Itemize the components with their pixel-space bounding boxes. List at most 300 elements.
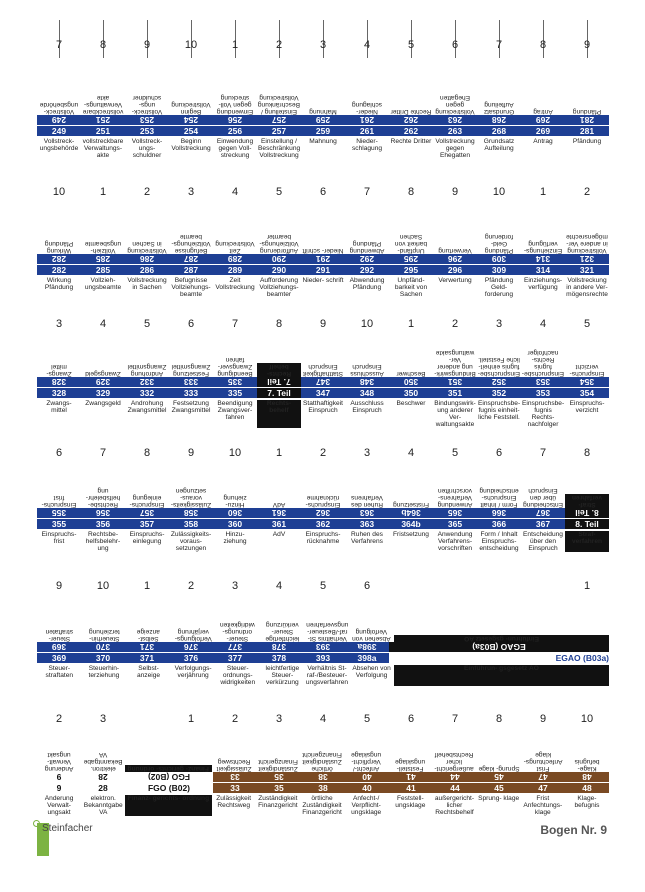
paragraph-code: 254 [183,126,199,136]
paragraph-label: Feststell- ungsklage [395,795,426,809]
paragraph-label: Zeit Vollstreckung [215,277,255,291]
paragraph-code: 45 [477,783,521,793]
paragraph-code: 309 [491,265,507,275]
upside-code: 335 [227,377,243,387]
column-number: 8 [539,39,547,51]
upside-code: 366 [491,508,507,518]
upside-label: Aufforderung Vollziehungs- beamter [259,233,299,254]
upside-label: Einwendung gegen Voll- streckung [216,94,254,115]
paragraph-label: Fristsetzung [393,531,429,538]
upside-code: 261 [359,115,375,125]
row1-band [37,95,609,159]
column-number: 7 [363,186,371,198]
paragraph-label: Einspruchs- einlegung [129,531,165,545]
paragraph-code: 353 [535,388,551,398]
paragraph-label: Einspruchs- rücknahme [305,531,341,545]
paragraph-code: 356 [95,519,111,529]
upside-code: 251 [95,115,111,125]
column-number: 2 [275,39,283,51]
upside-code: 44 [433,772,477,782]
paragraph-label: Rechts- behelf [257,400,301,428]
upside-label: Entscheidung über den Einspruch [523,487,563,508]
paragraph-label: Einwendung gegen Voll- streckung [216,138,254,159]
upside-label: Zwangsgeld [85,370,121,377]
column-number: 4 [275,580,283,592]
paragraph-label: Bindungswirk- ung anderer Ver- waltungsakte [434,400,476,428]
paragraph-label: Entscheidung über den Einspruch [523,531,563,552]
upside-code: 35 [257,772,301,782]
column-number: 1 [539,186,547,198]
upside-label: Verwertung [438,247,472,254]
paragraph-label: Hinzu- ziehung [223,531,247,545]
paragraph-code: 347 [315,388,331,398]
paragraph-label: Vollstreckung in andere Ver- mögensrechte [566,277,608,298]
upside-code: 253 [139,115,155,125]
upside-label: Zeit Vollstreckung [215,240,255,254]
upside-code: 354 [579,377,595,387]
upside-code: 295 [403,254,419,264]
paragraph-code: 377 [227,653,243,663]
upside-code: 363 [359,508,375,518]
paragraph-code: 8. Teil [565,519,609,529]
paragraph-label: Vollstreck- ungsbehörde [39,138,79,152]
upside-code: 376 [183,642,199,652]
upside-label: Nieder- schlagung [351,101,383,115]
upside-label: Pfändung [572,108,602,115]
brand-name: Steinfacher [42,823,93,834]
paragraph-label: Zulässigkeit Rechtsweg [216,795,252,809]
column-number: 1 [187,713,195,725]
column-number: 6 [187,318,195,330]
column-number: 2 [187,580,195,592]
upside-code: 38 [301,772,345,782]
upside-label: Steuer- ordnungs- widrigkeiten [220,621,256,642]
upside-code: 287 [183,254,199,264]
paragraph-label: Einspruchs- frist [41,531,77,545]
paragraph-code: 332 [139,388,155,398]
paragraph-code: 286 [139,265,155,275]
paragraph-label: Ruhen des Verfahrens [351,531,383,545]
column-number: 1 [99,186,107,198]
paragraph-label: Zulässigkeits- voraus- setzungen [170,531,212,552]
upside-code: FGO (B02) [125,772,213,782]
column-number: 9 [539,713,547,725]
paragraph-code: 335 [227,388,243,398]
row4-band [37,486,609,552]
column-number: 3 [319,39,327,51]
upside-code: 329 [95,377,111,387]
paragraph-code: 269 [535,126,551,136]
column-number: 2 [583,186,591,198]
paragraph-code: 321 [579,265,595,275]
upside-label: Einspruchs- einlegung [129,494,165,508]
column-number: 4 [319,713,327,725]
upside-code: 40 [345,772,389,782]
column-number: 6 [451,39,459,51]
paragraph-code: 348 [359,388,375,398]
column-number: 4 [363,39,371,51]
column-number: 6 [55,447,63,459]
column-number: 1 [231,39,239,51]
paragraph-label: Befugnisse Vollziehungs- beamte [171,277,211,298]
paragraph-code: 253 [139,126,155,136]
paragraph-label: Anfecht-/ Verpflicht- ungsklage [351,795,382,816]
column-number: 9 [143,39,151,51]
paragraph-label: Steuer- ordnungs- widrigkeiten [220,665,256,686]
upside-code: 309 [491,254,507,264]
paragraph-code: 376 [183,653,199,663]
upside-code: 263 [447,115,463,125]
upside-code: 281 [579,115,595,125]
upside-label: Mahnung [309,108,337,115]
paragraph-code: 48 [565,783,609,793]
upside-label: Festsetzung Zwangsmittel [171,363,211,377]
upside-label: Einführun- gsgesetz AO [394,635,609,642]
upside-code: 353 [535,377,551,387]
upside-label: Grundsatz Aufteilung [483,101,515,115]
upside-label: örtliche Zuständigkeit Finanzgericht [302,751,342,772]
paragraph-label: örtliche Zuständigkeit Finanzgericht [302,795,342,816]
upside-code: 352 [491,377,507,387]
upside-code: 286 [139,254,155,264]
paragraph-label: Einführun- gsgesetz AO [394,665,609,686]
paragraph-code: 268 [491,126,507,136]
column-number: 5 [275,186,283,198]
paragraph-code: 285 [95,265,111,275]
upside-code: 262 [403,115,419,125]
paragraph-label: Vollzieh- ungsbeamte [84,277,122,291]
paragraph-label: Vollstreck- ungs- schuldner [131,138,163,159]
upside-label: Androhung Zwangsmittel [127,363,167,377]
paragraph-code: 291 [315,265,331,275]
paragraph-label: Zuständigkeit Finanzgericht [258,795,298,809]
upside-code: 285 [95,254,111,264]
paragraph-code: 295 [403,265,419,275]
upside-code: 282 [51,254,67,264]
upside-label: Abwendung Pfändung [349,240,385,254]
upside-label: Einspruchs- rücknahme [305,494,341,508]
upside-label: Bindungswirk- ung anderer Ver- waltungsakte [434,349,476,377]
upside-label: Einziehungs- verfügung [523,240,563,254]
upside-code: 7. Teil [257,377,301,387]
upside-code: 259 [315,115,331,125]
column-number: 1 [583,580,591,592]
paragraph-code: 259 [315,126,331,136]
upside-code: 9 [37,772,81,782]
column-number: 3 [363,447,371,459]
upside-label: Verhältnis St- raf-/Besteuer- ungsverfahren [305,621,349,642]
upside-label: Vollstreck- ungsbehörde [39,101,79,115]
paragraph-label: Frist Anfechtungs- klage [523,795,563,816]
column-number: 6 [319,186,327,198]
upside-code: 45 [477,772,521,782]
paragraph-code: 365 [447,519,463,529]
upside-code: 370 [95,642,111,652]
upside-label: Einstellung / Beschränkung Vollstreckung [257,94,300,115]
paragraph-code: 378 [271,653,287,663]
column-number: 7 [539,447,547,459]
column-number: 4 [539,318,547,330]
column-number: 7 [99,447,107,459]
paragraph-code: 361 [271,519,287,529]
upside-label: Sprung- klage [478,765,520,772]
upside-label: Anfecht-/ Verpflicht- ungsklage [351,751,382,772]
paragraph-code: 314 [535,265,551,275]
paragraph-label: Einspruchs- verzicht [569,400,605,414]
column-number: 5 [451,447,459,459]
upside-code: 393 [315,642,331,652]
paragraph-label: Statthaftigkeit Einspruch [303,400,343,414]
paragraph-code: 371 [139,653,155,663]
upside-code: 360 [227,508,243,518]
column-number: 9 [583,39,591,51]
paragraph-code: 370 [95,653,111,663]
paragraph-code: 367 [535,519,551,529]
column-number: 8 [143,447,151,459]
upside-label: Pfändung Geld- forderung [484,233,514,254]
paragraph-label: Androhung Zwangsmittel [127,400,167,414]
paragraph-code: 28 [81,783,125,793]
column-number: 7 [231,318,239,330]
upside-label: Antrag [533,108,553,115]
upside-code: 358 [183,508,199,518]
paragraph-code: 398a [357,653,377,663]
column-number: 10 [184,39,198,51]
upside-code: 290 [271,254,287,264]
paragraph-label: Verwertung [438,277,472,284]
paragraph-label: Absehen von Verfolgung [352,665,391,679]
upside-code: 321 [579,254,595,264]
column-number: 10 [492,186,506,198]
upside-label: Vollstreckung gegen Ehegatten [435,94,475,115]
column-number: 9 [187,447,195,459]
upside-code: 314 [535,254,551,264]
paragraph-label: Nieder- schlagung [351,138,383,152]
upside-code: 328 [51,377,67,387]
column-number: 2 [143,186,151,198]
paragraph-label: Anwendung Verfahrens- vorschriften [437,531,473,552]
paragraph-code: 282 [51,265,67,275]
upside-code: 332 [139,377,155,387]
upside-label: Finanz- gerichts- ordnung [125,765,211,772]
upside-code: 378 [271,642,287,652]
row2-band [37,232,609,298]
upside-label: Einspruchsbe- fugnis Rechts- nachfolger [521,349,564,377]
upside-code: 367 [535,508,551,518]
upside-label: Feststell- ungsklage [395,758,426,772]
upside-label: Anwendung Verfahrens- vorschriften [437,487,473,508]
paragraph-label: Nieder- schrift [302,277,344,284]
column-number: 6 [363,580,371,592]
paragraph-label: Einziehungs- verfügung [523,277,563,291]
upside-code: 398a [357,642,377,652]
paragraph-label: Vollstreckung in Sachen [127,277,167,291]
upside-code: 249 [51,115,67,125]
paragraph-label: Abwendung Pfändung [349,277,385,291]
upside-label: außergericht- licher Rechtsbehelf [434,751,475,772]
paragraph-label: Klage- befugnis [574,795,600,809]
upside-label: Steuer- straftaten [45,628,74,642]
row3-band [37,349,609,428]
paragraph-code: 262 [403,126,419,136]
paragraph-label: Festsetzung Zwangsmittel [171,400,211,414]
paragraph-label: Unpfänd- barkeit von Sachen [394,277,428,298]
paragraph-code: 47 [521,783,565,793]
upside-code: 356 [95,508,111,518]
paragraph-code: 33 [213,783,257,793]
paragraph-label: Wirkung Pfändung [44,277,74,291]
column-number: 7 [495,39,503,51]
paragraph-code: 257 [271,126,287,136]
column-number: 5 [407,39,415,51]
paragraph-label: Beendigung Zwangsver- fahren [217,400,253,421]
paragraph-label: Steuerhin- terziehung [88,665,120,679]
paragraph-code: FGO (B02) [125,783,213,793]
paragraph-code: 369 [51,653,67,663]
upside-label: Ausschluss Einspruch [350,363,384,377]
column-number: 3 [99,713,107,725]
paragraph-label: Aufforderung Vollziehungs- beamter [259,277,299,298]
upside-label: Selbst- anzeige [136,628,161,642]
upside-label: Rechte Dritter [390,108,432,115]
paragraph-label: Finanz- gerichts- ordnung [125,795,211,816]
upside-label: Vollstreckung in Sachen [127,240,167,254]
page-label: Bogen Nr. 9 [540,823,607,837]
paragraph-code: 249 [51,126,67,136]
upside-label: Verfolgungs- verjährung [174,628,212,642]
paragraph-label: außergericht- licher Rechtsbehelf [434,795,475,816]
upside-code: 8. Teil [565,508,609,518]
column-number: 3 [55,318,63,330]
column-number: 9 [319,318,327,330]
paragraph-code: 40 [345,783,389,793]
paragraph-code: 251 [95,126,111,136]
upside-label: Statthaftigkeit Einspruch [303,363,343,377]
paragraph-label: Antrag [533,138,553,145]
column-number: 10 [360,318,374,330]
paragraph-label: Vollstreckung gegen Ehegatten [435,138,475,159]
paragraph-label: leichtfertige Steuer- verkürzung [265,665,300,686]
upside-code: 296 [447,254,463,264]
column-number: 1 [275,447,283,459]
paragraph-code: 354 [579,388,595,398]
upside-label: Klage- befugnis [574,758,600,772]
paragraph-code: 328 [51,388,67,398]
paragraph-code: 44 [433,783,477,793]
upside-code: EGAO (B03a) [389,642,609,652]
upside-code: 371 [139,642,155,652]
paragraph-label: Verfolgungs- verjährung [174,665,212,679]
paragraph-label: Grundsatz Aufteilung [483,138,515,152]
row5-band [37,620,609,686]
paragraph-code: 352 [491,388,507,398]
paragraph-label: Zwangsgeld [85,400,121,407]
column-number: 3 [495,318,503,330]
column-number: 2 [319,447,327,459]
paragraph-label: Zwangs- mittel [46,400,72,414]
column-number: 7 [451,713,459,725]
paragraph-code: 357 [139,519,155,529]
column-number: 3 [231,580,239,592]
paragraph-code: 292 [359,265,375,275]
column-number: 4 [231,186,239,198]
upside-label: Straf- verfahren [565,494,609,508]
column-number: 2 [55,713,63,725]
paragraph-label: Straf- verfahren [565,531,609,552]
upside-code: 28 [81,772,125,782]
paragraph-label: Steuer- straftaten [45,665,74,679]
upside-code: 291 [315,254,331,264]
column-number: 8 [583,447,591,459]
upside-label: Unpfänd- barkeit von Sachen [394,233,428,254]
upside-label: Beginn Vollstreckung [171,101,211,115]
upside-code: 351 [447,377,463,387]
upside-code: 268 [491,115,507,125]
paragraph-code: 281 [579,126,595,136]
paragraph-code: 362 [315,519,331,529]
upside-code: 361 [271,508,287,518]
paragraph-code: 358 [183,519,199,529]
upside-label: Zwangs- mittel [46,363,72,377]
column-number: 8 [99,39,107,51]
row6-band [37,750,609,816]
upside-code: 355 [51,508,67,518]
upside-label: vollstreckbare Verwaltungs- akte [82,94,124,115]
paragraph-code: 261 [359,126,375,136]
column-number: 5 [143,318,151,330]
upside-label: Fristsetzung [393,501,429,508]
column-number: 4 [99,318,107,330]
upside-label: Wirkung Pfändung [44,240,74,254]
upside-code: 348 [359,377,375,387]
upside-label: Vollstreck- ungs- schuldner [131,94,163,115]
paragraph-code: 351 [447,388,463,398]
upside-label: Zuständigkeit Finanzgericht [258,758,298,772]
paragraph-label: Rechte Dritter [390,138,432,145]
upside-code: 289 [227,254,243,264]
paragraph-code: 355 [51,519,67,529]
column-number: 10 [228,447,242,459]
paragraph-code: EGAO (B03a) [389,653,609,663]
column-number: 10 [96,580,110,592]
column-number: 6 [495,447,503,459]
paragraph-code: 7. Teil [257,388,301,398]
paragraph-code: 366 [491,519,507,529]
paragraph-label: Einspruchsbe- fugnis Rechts- nachfolger [522,400,565,428]
upside-label: Zulässigkeit Rechtsweg [216,758,252,772]
column-number: 5 [363,713,371,725]
paragraph-label: Beschwer [396,400,426,407]
column-number: 9 [55,580,63,592]
column-number: 7 [55,39,63,51]
column-number: 4 [407,447,415,459]
paragraph-code: 290 [271,265,287,275]
column-number: 10 [580,713,594,725]
column-number: 9 [451,186,459,198]
upside-label: Änderung Verwalt- ungsakt [44,751,74,772]
upside-label: Rechtsbe- helfsbelehr- ung [85,487,121,508]
column-number: 3 [275,713,283,725]
paragraph-label: Pfändung Geld- forderung [484,277,514,298]
column-number: 8 [495,713,503,725]
paragraph-code: 333 [183,388,199,398]
column-number: 3 [187,186,195,198]
upside-label: Vollstreckung in andere Ver- mögensrechte [566,233,608,254]
upside-code: 350 [403,377,419,387]
upside-label: Befugnisse Vollziehungs- beamte [171,233,211,254]
column-number: 5 [319,580,327,592]
upside-label: Absehen von Verfolgung [352,628,391,642]
